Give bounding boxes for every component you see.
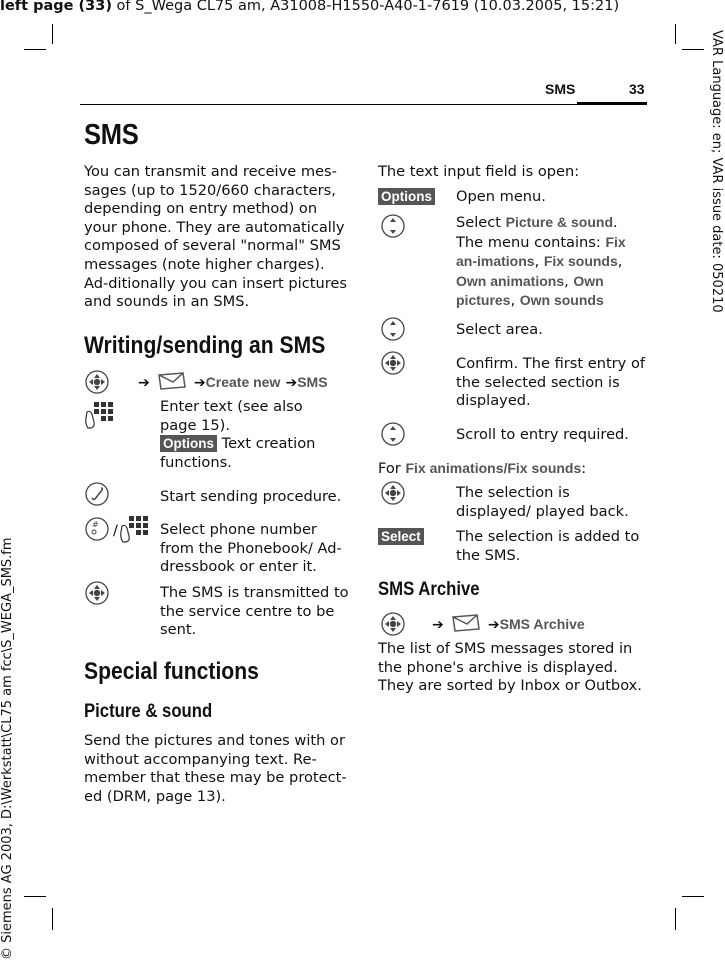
menu-item-own-animations: Own animations <box>456 272 565 289</box>
fix-animations-sounds-kw: Fix animations/Fix sounds <box>405 460 582 476</box>
nav-key-icon <box>84 369 110 395</box>
crop-mark <box>24 896 46 897</box>
menu-item-fix-animations: Fix an-imations <box>456 233 626 270</box>
menu-create-new: Create new <box>205 374 281 390</box>
slash: / <box>113 522 118 539</box>
options-softkey[interactable]: Options <box>160 435 217 452</box>
arrow-icon: ➔ <box>138 375 150 391</box>
step-send: Start sending procedure. <box>160 488 342 505</box>
envelope-icon <box>155 371 189 391</box>
menu-item-own-sounds: Own sounds <box>519 292 604 309</box>
colon: : <box>581 460 587 477</box>
nav-updown-icon <box>380 316 406 342</box>
menu-sms: SMS <box>297 374 328 390</box>
print-header-rest: of S_Wega CL75 am, A31008-H1550-A40-1-7619 (10.03.2005, 15:21) <box>111 0 620 14</box>
scroll-text: Scroll to entry required. <box>456 426 629 443</box>
select-softkey[interactable]: Select <box>378 528 424 545</box>
path-create-sms <box>138 371 328 391</box>
keypad-icon <box>119 514 151 544</box>
for-label: For <box>378 460 406 477</box>
menu-item-fix-sounds: Fix sounds <box>543 253 618 270</box>
comma: , <box>564 272 574 290</box>
nav-updown-icon <box>380 421 406 447</box>
nav-key-icon <box>84 580 110 606</box>
arrow-icon: ➔ <box>432 617 444 633</box>
header-rule-thick <box>577 102 647 105</box>
crop-mark <box>675 908 676 930</box>
side-note-right: VAR Language: en; VAR issue date: 050210 <box>709 30 724 313</box>
picture-sound-text: Send the pictures and tones with or without accompanying text. Re-member that these may be protect-ed (DRM, page 13). <box>84 732 347 805</box>
crop-mark <box>682 49 704 50</box>
crop-mark <box>52 908 53 930</box>
nav-key-icon <box>380 480 406 506</box>
crop-mark <box>52 24 53 44</box>
side-note-left: © Siemens AG 2003, D:\Werkstatt\CL75 am fcc\S_WEGA_SMS.fm <box>0 537 15 960</box>
period: . <box>613 214 618 231</box>
comma: , <box>510 292 520 310</box>
selection-displayed-text: The selection is displayed/ played back. <box>456 484 629 520</box>
arrow-icon: ➔ <box>193 375 206 391</box>
confirm-text: Confirm. The first entry of the selected section is displayed. <box>456 355 646 410</box>
sms-archive-heading: SMS Archive <box>378 579 480 600</box>
crop-mark <box>675 24 676 44</box>
crop-mark <box>24 49 46 50</box>
selection-added-text: The selection is added to the SMS. <box>456 528 640 564</box>
keypad-icon <box>84 400 116 430</box>
comma: , <box>534 253 544 271</box>
comma: , <box>617 253 623 271</box>
arrow-icon: ➔ <box>487 617 500 633</box>
nav-updown-icon <box>380 213 406 239</box>
page-title: SMS <box>84 119 139 151</box>
step-enter-text-label: Enter text (see also page 15). <box>160 398 303 434</box>
path-sms-archive <box>432 613 585 633</box>
writing-heading: Writing/sending an SMS <box>84 332 326 359</box>
picture-sound-kw: Picture & sound <box>505 214 614 230</box>
print-header <box>0 0 619 14</box>
envelope-icon <box>449 613 483 633</box>
for-fix-line <box>378 459 586 479</box>
options-softkey[interactable]: Options <box>378 188 435 205</box>
step-text-creation: Text creation functions. <box>160 435 316 471</box>
select-label: Select <box>456 214 506 231</box>
special-functions-heading: Special functions <box>84 658 259 685</box>
svg-text:#: # <box>92 520 99 529</box>
step-phone: Select phone number from the Phonebook/ Ad-dressbook or enter it. <box>160 521 342 576</box>
header-rule <box>80 104 647 105</box>
running-head-section: SMS <box>545 81 576 97</box>
select-picture-sound <box>456 213 648 311</box>
print-header-bold: left page (33) <box>0 0 112 14</box>
text-input-intro: The text input field is open: <box>378 163 580 180</box>
nav-key-icon <box>380 611 406 637</box>
arrow-icon: ➔ <box>285 375 298 391</box>
running-head-page: 33 <box>629 81 645 97</box>
nav-key-icon <box>380 350 406 376</box>
step-enter-text <box>160 398 335 472</box>
menu-item-own-pictures: Own pictures <box>456 272 604 309</box>
phonebook-key-icon <box>84 516 110 542</box>
crop-mark <box>682 896 704 897</box>
picture-sound-heading: Picture & sound <box>84 701 213 722</box>
call-key-icon <box>84 481 110 507</box>
menu-sms-archive: SMS Archive <box>499 616 585 632</box>
select-area-text: Select area. <box>456 321 543 338</box>
intro-paragraph: You can transmit and receive mes-sages (up to 1520/660 characters, depending on entry method) on your phone. They are automatically composed of several "normal" SMS messages (note higher charges). Ad-ditionally you can insert pictures and sounds in an SMS. <box>84 163 347 311</box>
menu-contains-label: The menu contains: <box>456 233 606 251</box>
step-transmit: The SMS is transmitted to the service centre to be sent. <box>160 584 349 639</box>
open-menu-text: Open menu. <box>456 188 546 205</box>
sms-archive-text: The list of SMS messages stored in the phone's archive is displayed. They are sorted by Inbox or Outbox. <box>378 640 642 695</box>
